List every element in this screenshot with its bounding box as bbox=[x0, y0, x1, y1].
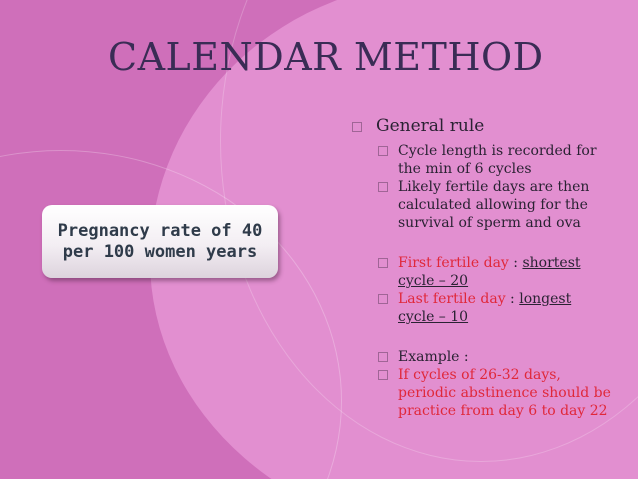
bullet-likely-fertile bbox=[352, 178, 622, 232]
bullet-text: Example : bbox=[398, 349, 469, 365]
bullet-text: Cycle length is recorded for the min of 6 cycles bbox=[398, 143, 597, 177]
bullet-marker-icon bbox=[352, 122, 362, 132]
last-fertile-separator: : bbox=[505, 291, 520, 307]
bullet-marker-icon bbox=[378, 146, 388, 156]
last-fertile-label: Last fertile day bbox=[398, 291, 506, 307]
first-fertile-value: cycle – 20 bbox=[398, 273, 469, 289]
callout-line-1: Pregnancy rate of 40 bbox=[57, 220, 263, 241]
bullet-last-fertile-day bbox=[352, 290, 622, 326]
bullet-cycle-length bbox=[352, 142, 622, 178]
bullet-marker-icon bbox=[378, 370, 388, 380]
first-fertile-separator: : bbox=[508, 255, 523, 271]
slide-title: CALENDAR METHOD bbox=[108, 35, 544, 79]
bullet-example bbox=[352, 348, 622, 366]
bullet-list bbox=[352, 116, 622, 420]
first-fertile-shortest: shortest bbox=[522, 255, 581, 271]
bullet-general-rule bbox=[352, 116, 622, 136]
bullet-text: If cycles of 26-32 days, periodic abstinence should be practice from day 6 to day 22 bbox=[398, 367, 611, 419]
last-fertile-value: cycle – 10 bbox=[398, 309, 469, 325]
bullet-marker-icon bbox=[378, 294, 388, 304]
bullet-first-fertile-day bbox=[352, 254, 622, 290]
bullet-text: Likely fertile days are then calculated allowing for the survival of sperm and ova bbox=[398, 179, 590, 231]
last-fertile-longest: longest bbox=[519, 291, 572, 307]
callout-line-2: per 100 women years bbox=[62, 241, 258, 262]
pregnancy-rate-callout bbox=[42, 205, 278, 278]
first-fertile-label: First fertile day bbox=[398, 255, 509, 271]
callout-text bbox=[58, 221, 263, 263]
bullet-marker-icon bbox=[378, 352, 388, 362]
bullet-if-cycles bbox=[352, 366, 622, 420]
bullet-marker-icon bbox=[378, 258, 388, 268]
bullet-marker-icon bbox=[378, 182, 388, 192]
bullet-text: General rule bbox=[376, 116, 485, 136]
